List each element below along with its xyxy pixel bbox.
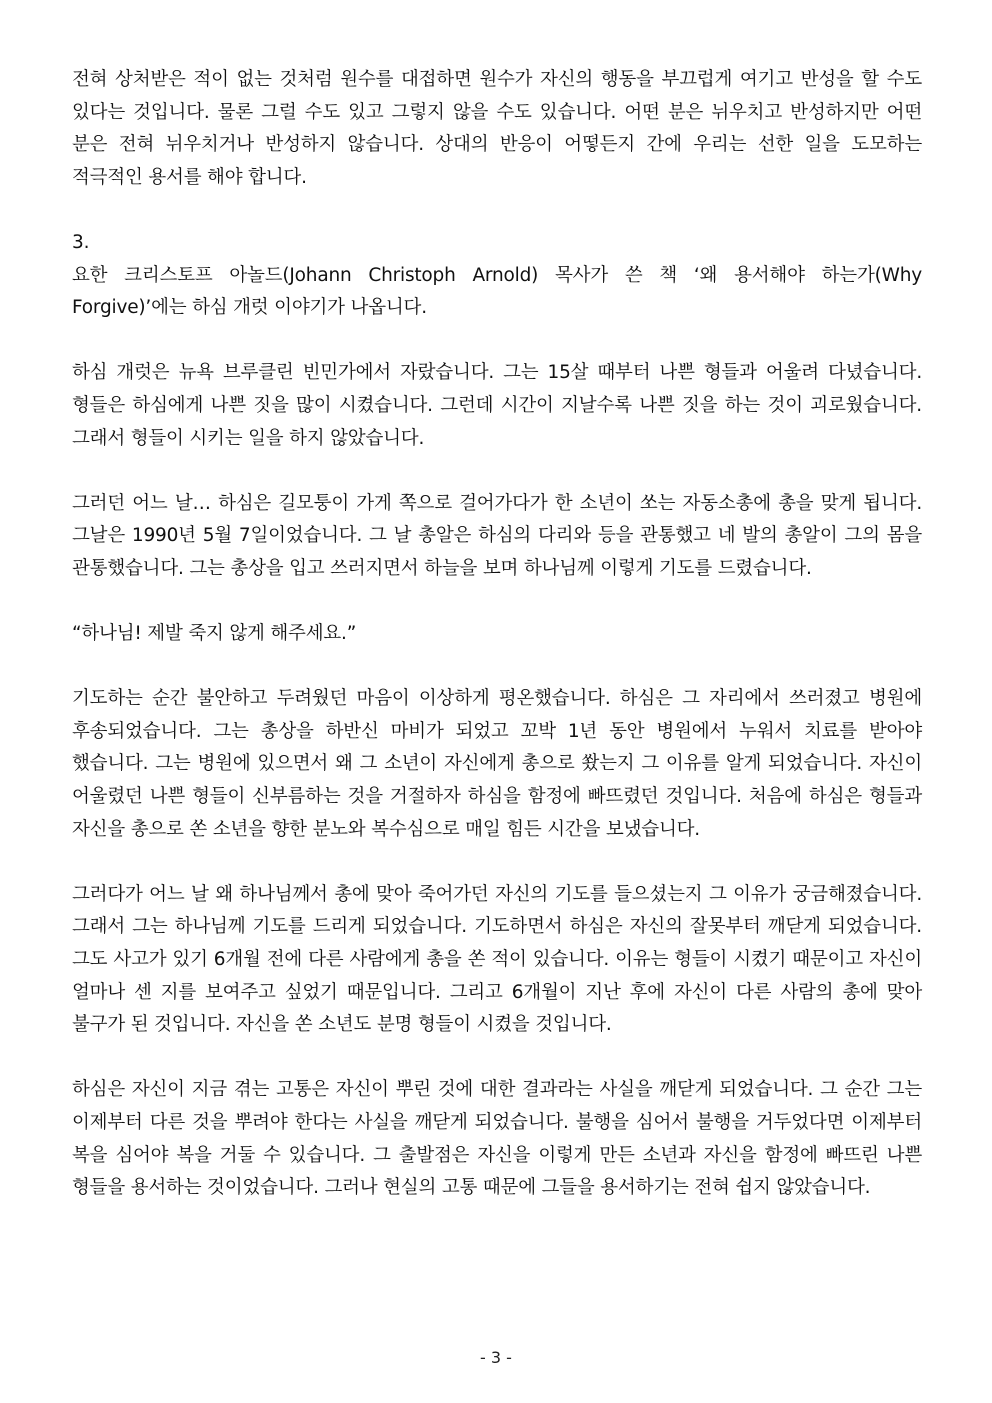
page-number: - 3 - (480, 1348, 512, 1367)
paragraph-realization: 그러다가 어느 날 왜 하나님께서 총에 맞아 죽어가던 자신의 기도를 들으셨는지 그 이유가 궁금해졌습니다. 그래서 그는 하나님께 기도를 드리게 되었습니다. 기도하면서 하심은 자신의 잘못부터 깨닫게 되었습니다. 그도 사고가 있기 6개월 전에 다른 사람에게 총을 쏜 적이 있습니다. 이유는 형들이 시켰기 때문이고 자신이 얼마나 센 지를 보여주고 싶었기 때문입니다. 그리고 6개월이 지난 후에 자신이 다른 사람의 총에 맞아 불구가 된 것입니다. 자신을 쏜 소년도 분명 형들이 시켰을 것입니다. (72, 883, 922, 1036)
paragraph-forgiveness-response: 전혀 상처받은 적이 없는 것처럼 원수를 대접하면 원수가 자신의 행동을 부끄럽게 여기고 반성을 할 수도 있다는 것입니다. 물론 그럴 수도 있고 그렇지 않을 수도 있습니다. 어떤 분은 뉘우치고 반성하지만 어떤 분은 전혀 뉘우치거나 반성하지 않습니다. 상대의 반응이 어떻든지 간에 우리는 선한 일을 도모하는 적극적인 용서를 해야 합니다. (72, 69, 922, 188)
document-body (72, 64, 922, 1205)
paragraph-shooting: 그러던 어느 날… 하심은 길모퉁이 가게 쪽으로 걸어가다가 한 소년이 쏘는 자동소총에 총을 맞게 됩니다. 그날은 1990년 5월 7일이었습니다. 그 날 총알은 하심의 다리와 등을 관통했고 네 발의 총알이 그의 몸을 관통했습니다. 그는 총상을 입고 쓰러지면서 하늘을 보며 하나님께 이렇게 기도를 드렸습니다. (72, 492, 922, 579)
section-number: 3. (72, 231, 90, 253)
paragraph-book-intro: 요한 크리스토프 아놀드(Johann Christoph Arnold) 목사가 쓴 책 ‘왜 용서해야 하는가(Why Forgive)’에는 하심 개럿 이야기가 나옵니다. (72, 264, 922, 319)
prayer-quote: “하나님! 제발 죽지 않게 해주세요.” (72, 623, 357, 645)
paragraph-forgiveness-start: 하심은 자신이 지금 겪는 고통은 자신이 뿌린 것에 대한 결과라는 사실을 깨닫게 되었습니다. 그 순간 그는 이제부터 다른 것을 뿌려야 한다는 사실을 깨닫게 되었습니다. 불행을 심어서 불행을 거두었다면 이제부터 복을 심어야 복을 거둘 수 있습니다. 그 출발점은 자신을 이렇게 만든 소년과 자신을 함정에 빠뜨린 나쁜 형들을 용서하는 것이었습니다. 그러나 현실의 고통 때문에 그들을 용서하기는 전혀 쉽지 않았습니다. (72, 1079, 922, 1199)
paragraph-hospital: 기도하는 순간 불안하고 두려웠던 마음이 이상하게 평온했습니다. 하심은 그 자리에서 쓰러졌고 병원에 후송되었습니다. 그는 총상을 하반신 마비가 되었고 꼬박 1년 동안 병원에서 누워서 치료를 받아야 했습니다. 그는 병원에 있으면서 왜 그 소년이 자신에게 총으로 쐈는지 그 이유를 알게 되었습니다. 자신이 어울렸던 나쁜 형들이 신부름하는 것을 거절하자 하심을 함정에 빠뜨렸던 것입니다. 처음에 하심은 형들과 자신을 총으로 쏜 소년을 향한 분노와 복수심으로 매일 힘든 시간을 보냈습니다. (72, 688, 922, 840)
paragraph-hashim-background: 하심 개럿은 뉴욕 브루클린 빈민가에서 자랐습니다. 그는 15살 때부터 나쁜 형들과 어울려 다녔습니다. 형들은 하심에게 나쁜 짓을 많이 시켰습니다. 그런데 시간이 지날수록 나쁜 짓을 하는 것이 괴로웠습니다. 그래서 형들이 시키는 일을 하지 않았습니다. (72, 362, 922, 449)
